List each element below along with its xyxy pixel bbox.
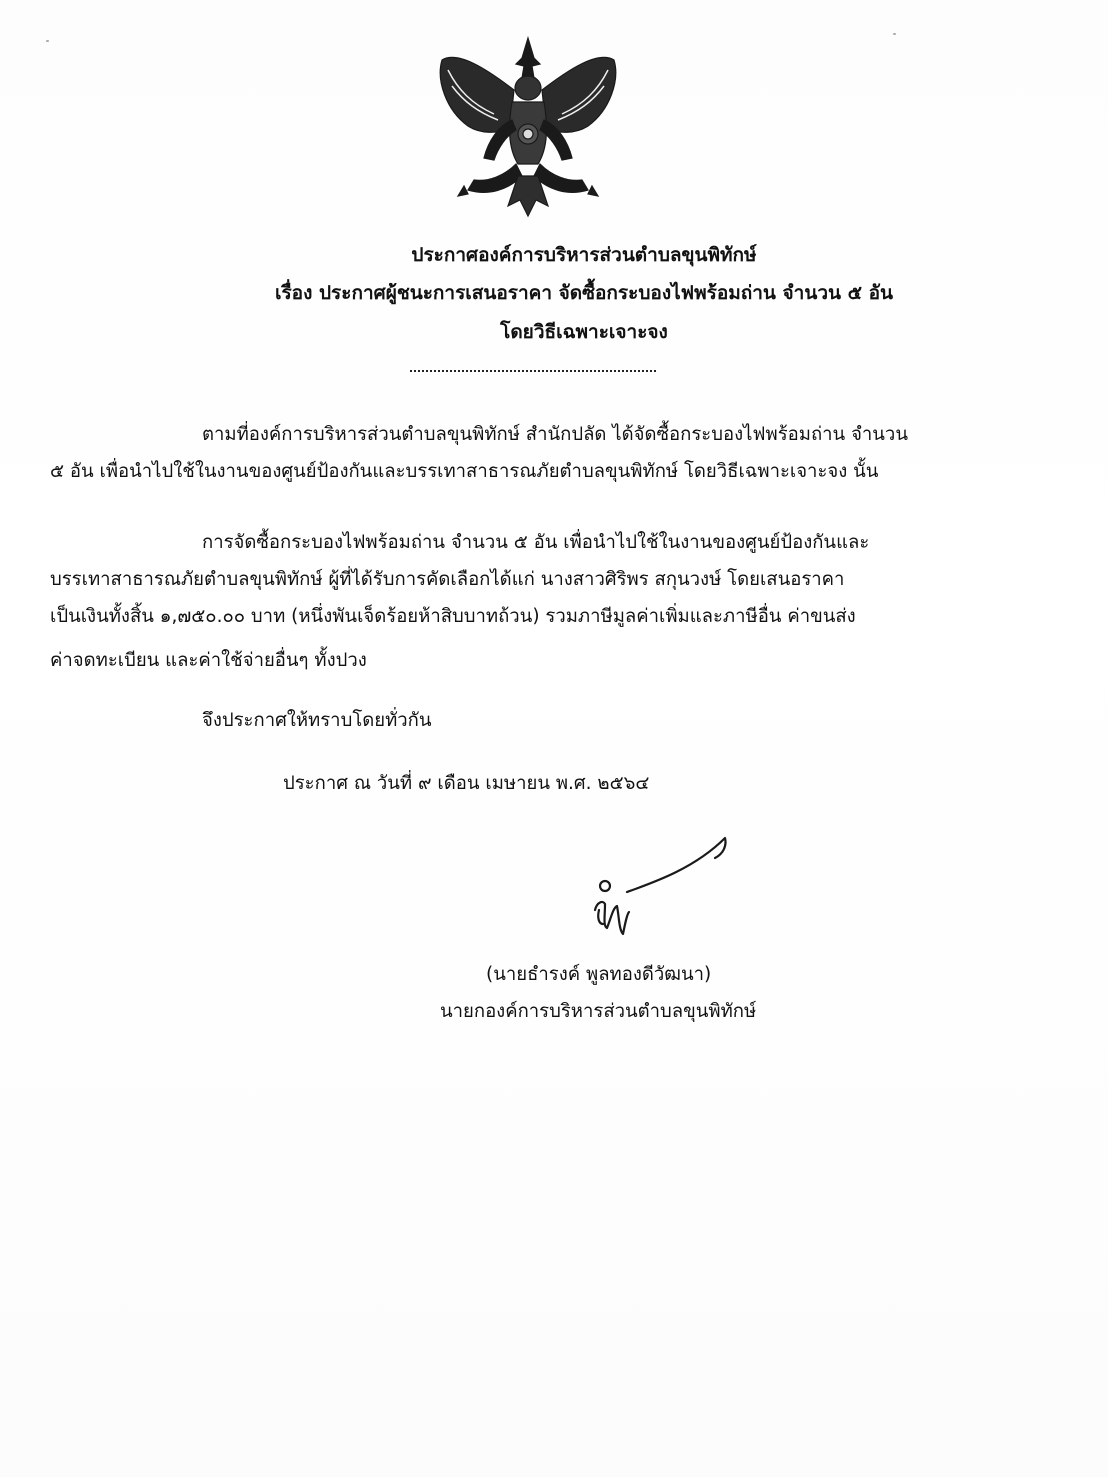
paper-speck — [893, 33, 896, 35]
paragraph-2-line-4: ค่าจดทะเบียน และค่าใช้จ่ายอื่นๆ ทั้งปวง — [50, 650, 367, 671]
signatory-position: นายกองค์การบริหารส่วนตำบลขุนพิทักษ์ — [440, 1001, 757, 1022]
paragraph-2-line-2: บรรเทาสาธารณภัยตำบลขุนพิทักษ์ ผู้ที่ได้รับการคัดเลือกได้แก่ นางสาวศิริพร สกุนวงษ์ โดยเสนอราคา — [50, 569, 845, 590]
document-subject: เรื่อง ประกาศผู้ชนะการเสนอราคา จัดซื้อกระบองไฟพร้อมถ่าน จำนวน ๕ อัน — [274, 282, 893, 304]
paragraph-1-line-2: ๕ อัน เพื่อนำไปใช้ในงานของศูนย์ป้องกันและบรรเทาสาธารณภัยตำบลขุนพิทักษ์ โดยวิธีเฉพาะเจาะจง นั้น — [50, 461, 879, 482]
paper-speck — [46, 40, 49, 42]
announcement-date: ประกาศ ณ วันที่ ๙ เดือน เมษายน พ.ศ. ๒๕๖๔ — [283, 773, 650, 794]
handwritten-signature-icon — [575, 832, 735, 952]
paragraph-2-line-1: การจัดซื้อกระบองไฟพร้อมถ่าน จำนวน ๕ อัน เพื่อนำไปใช้ในงานของศูนย์ป้องกันและ — [202, 532, 870, 553]
paragraph-2-line-3: เป็นเงินทั้งสิ้น ๑,๗๕๐.๐๐ บาท (หนึ่งพันเจ็ดร้อยห้าสิบบาทถ้วน) รวมภาษีมูลค่าเพิ่มและภาษีอื่น ค่าขนส่ง — [50, 606, 856, 627]
document-title: ประกาศองค์การบริหารส่วนตำบลขุนพิทักษ์ — [411, 244, 757, 266]
garuda-emblem-icon — [428, 30, 628, 225]
signatory-name: (นายธำรงค์ พูลทองดีวัฒนา) — [486, 964, 712, 985]
paragraph-1-line-1: ตามที่องค์การบริหารส่วนตำบลขุนพิทักษ์ สำนักปลัด ได้จัดซื้อกระบองไฟพร้อมถ่าน จำนวน — [202, 424, 908, 445]
document-method: โดยวิธีเฉพาะเจาะจง — [500, 321, 668, 343]
closing-statement: จึงประกาศให้ทราบโดยทั่วกัน — [202, 710, 432, 731]
dotted-divider — [410, 370, 656, 372]
